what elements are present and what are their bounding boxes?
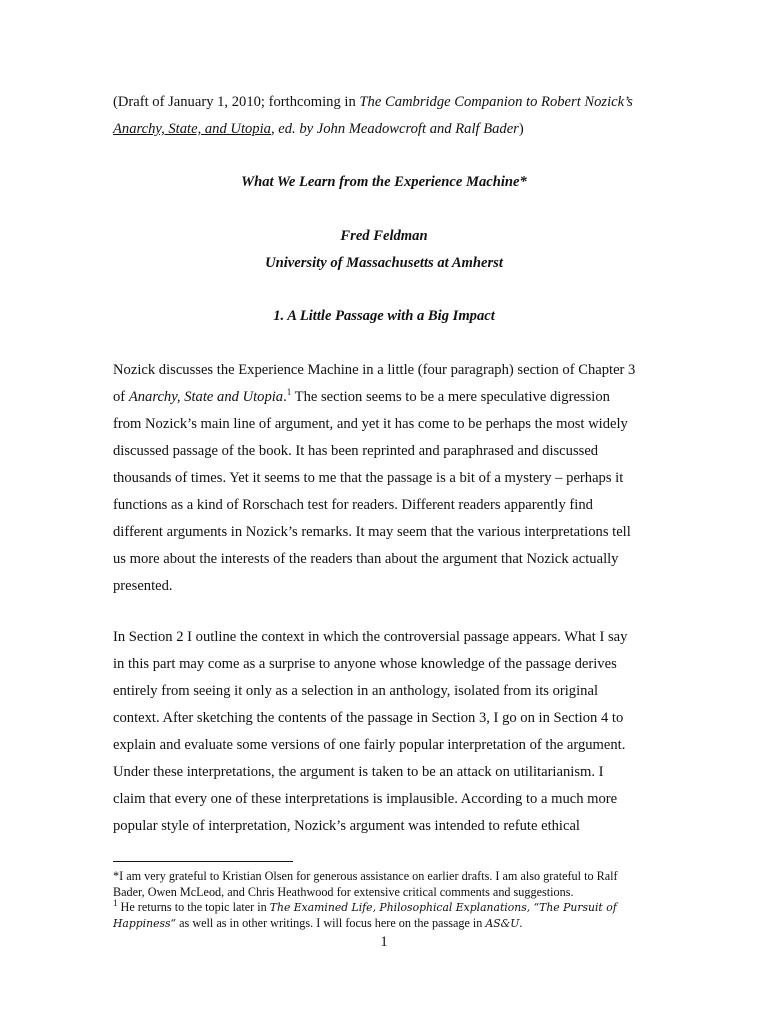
paragraph-line: context. After sketching the contents of the passage in Section 3, I go on in Section 4 to (113, 710, 624, 726)
paragraph-line: entirely from seeing it only as a selection in an anthology, isolated from its original (113, 683, 598, 699)
section-heading: 1. A Little Passage with a Big Impact (273, 308, 495, 324)
footnote-ref-1: 1 (286, 387, 292, 397)
paragraph-line: discussed passage of the book. It has been reprinted and paraphrased and discussed (113, 443, 599, 459)
page-number: 1 (380, 934, 388, 950)
text-run: . (519, 916, 523, 930)
paragraph-line: thousands of times. Yet it seems to me that the passage is a bit of a mystery – perhaps it (113, 470, 624, 486)
footnote-acknowledgment-line-2: Bader, Owen McLeod, and Chris Heathwood for extensive critical comments and suggestions. (113, 885, 574, 899)
text-run: of (113, 389, 129, 405)
paragraph-line: Nozick discusses the Experience Machine in a little (four paragraph) section of Chapter 3 (113, 362, 636, 378)
cited-abbrev: AS&U (485, 917, 520, 930)
author-name: Fred Feldman (340, 228, 428, 244)
paper-title: What We Learn from the Experience Machine* (241, 174, 527, 190)
paragraph-line: popular style of interpretation, Nozick’s argument was intended to refute ethical (113, 818, 580, 834)
text-run: . (283, 389, 287, 405)
book-title: Anarchy, State and Utopia (128, 389, 284, 405)
footnote-1-line-1 (113, 900, 617, 915)
draft-note-line-1 (113, 89, 633, 116)
editors: , ed. by John Meadowcroft and Ralf Bader (270, 121, 519, 137)
book-title-part: The Cambridge Companion to Robert Nozick’s (359, 94, 633, 110)
text-run: as well as in other writings. I will focus here on the passage in (176, 916, 486, 930)
paragraph-line: us more about the interests of the readers than about the argument that Nozick actually (113, 551, 619, 567)
footnote-acknowledgment-line-1: *I am very grateful to Kristian Olsen for generous assistance on earlier drafts. I am also grateful to Ralf (113, 869, 618, 883)
paragraph-line: explain and evaluate some versions of one fairly popular interpretation of the argument. (113, 737, 626, 753)
draft-close-paren: ) (518, 121, 524, 137)
paragraph-line: different arguments in Nozick’s remarks. It may seem that the various interpretations tell (113, 524, 631, 540)
footnote-1-line-2 (113, 916, 522, 931)
paragraph-line: Under these interpretations, the argument is taken to be an attack on utilitarianism. I (113, 764, 604, 780)
footnote-number: 1 (113, 898, 118, 908)
cited-works: The Examined Life, Philosophical Explanations, “The Pursuit of (269, 901, 617, 914)
text-run: He returns to the topic later in (117, 900, 270, 914)
paragraph-line: presented. (113, 578, 173, 594)
draft-prefix: (Draft of January 1, 2010; forthcoming in (113, 94, 360, 110)
author-affiliation: University of Massachusetts at Amherst (265, 255, 503, 271)
paragraph-line: from Nozick’s main line of argument, and yet it has come to be perhaps the most widely (113, 416, 628, 432)
text-run: The section seems to be a mere speculative digression (291, 389, 610, 405)
paragraph-line: claim that every one of these interpretations is implausible. According to a much more (113, 791, 618, 807)
draft-note-line-2 (113, 116, 524, 143)
paragraph-line: In Section 2 I outline the context in which the controversial passage appears. What I say (113, 629, 628, 645)
footnote-separator (113, 861, 293, 862)
paragraph-line (113, 389, 610, 406)
paragraph-line: in this part may come as a surprise to anyone whose knowledge of the passage derives (113, 656, 617, 672)
paragraph-line: functions as a kind of Rorschach test for readers. Different readers apparently find (113, 497, 593, 513)
cited-work: Happiness“ (113, 917, 177, 930)
book-title-underlined: Anarchy, State, and Utopia (113, 121, 271, 137)
